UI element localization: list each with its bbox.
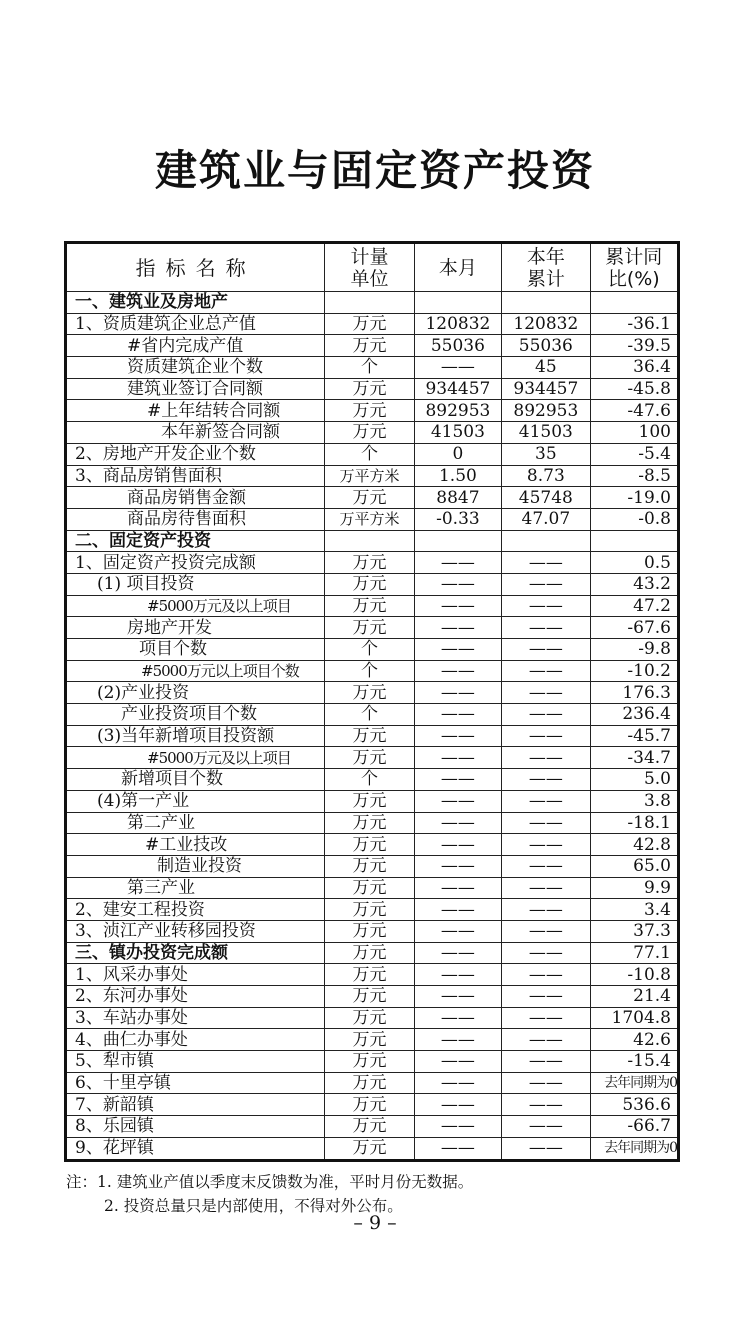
table-row xyxy=(66,508,679,530)
cell-month-value: —— xyxy=(414,877,501,899)
cell-month-value: —— xyxy=(414,964,501,986)
cell-cumulative-value: 120832 xyxy=(502,313,590,335)
table-row xyxy=(66,292,679,314)
cell-indicator-name: 建筑业签订合同额 xyxy=(66,378,325,400)
cell-month-value: —— xyxy=(414,1051,501,1073)
cell-month-value: 120832 xyxy=(414,313,501,335)
cell-month-value: —— xyxy=(414,639,501,661)
cell-yoy-value: 47.2 xyxy=(590,595,678,617)
cell-yoy-value: -45.8 xyxy=(590,378,678,400)
cell-indicator-name: 3、车站办事处 xyxy=(66,1007,325,1029)
cell-cumulative-value: —— xyxy=(502,617,590,639)
header-yoy: 累计同 比(%) xyxy=(590,243,678,292)
cell-cumulative-value: —— xyxy=(502,1072,590,1094)
cell-month-value: —— xyxy=(414,682,501,704)
cell-month-value: —— xyxy=(414,725,501,747)
cell-cumulative-value: 45748 xyxy=(502,487,590,509)
cell-yoy-value: 100 xyxy=(590,422,678,444)
cell-month-value: —— xyxy=(414,855,501,877)
cell-yoy-value: 236.4 xyxy=(590,704,678,726)
cell-month-value: 41503 xyxy=(414,422,501,444)
cell-month-value: —— xyxy=(414,552,501,574)
cell-yoy-value: -10.8 xyxy=(590,964,678,986)
cell-indicator-name: 1、资质建筑企业总产值 xyxy=(66,313,325,335)
cell-month-value: 55036 xyxy=(414,335,501,357)
cell-cumulative-value: —— xyxy=(502,682,590,704)
header-month: 本月 xyxy=(414,243,501,292)
cell-month-value: —— xyxy=(414,812,501,834)
table-row xyxy=(66,964,679,986)
cell-cumulative-value: —— xyxy=(502,573,590,595)
cell-yoy-value: -36.1 xyxy=(590,313,678,335)
table-header-row xyxy=(66,243,679,292)
cell-indicator-name: 第二产业 xyxy=(66,812,325,834)
cell-unit: 万元 xyxy=(325,1137,414,1160)
cell-yoy-value: -19.0 xyxy=(590,487,678,509)
cell-yoy-value: -45.7 xyxy=(590,725,678,747)
cell-cumulative-value: —— xyxy=(502,790,590,812)
table-row xyxy=(66,487,679,509)
table-row xyxy=(66,443,679,465)
cell-indicator-name: 3、商品房销售面积 xyxy=(66,465,325,487)
header-cumulative: 本年 累计 xyxy=(502,243,590,292)
cell-indicator-name: 资质建筑企业个数 xyxy=(66,357,325,379)
cell-cumulative-value: —— xyxy=(502,725,590,747)
cell-month-value: —— xyxy=(414,790,501,812)
cell-month-value: —— xyxy=(414,769,501,791)
cell-unit: 万元 xyxy=(325,335,414,357)
cell-indicator-name: 产业投资项目个数 xyxy=(66,704,325,726)
cell-indicator-name: (2)产业投资 xyxy=(66,682,325,704)
cell-indicator-name: 6、十里亭镇 xyxy=(66,1072,325,1094)
cell-unit: 万元 xyxy=(325,595,414,617)
cell-unit: 个 xyxy=(325,660,414,682)
cell-month-value: —— xyxy=(414,1072,501,1094)
cell-month-value: —— xyxy=(414,660,501,682)
cell-unit: 万元 xyxy=(325,790,414,812)
cell-yoy-value: 37.3 xyxy=(590,920,678,942)
table-row xyxy=(66,1116,679,1138)
cell-unit: 万元 xyxy=(325,812,414,834)
cell-month-value: -0.33 xyxy=(414,508,501,530)
cell-month-value: —— xyxy=(414,357,501,379)
table-row xyxy=(66,855,679,877)
cell-yoy-value: 42.8 xyxy=(590,834,678,856)
cell-yoy-value: 9.9 xyxy=(590,877,678,899)
footnote-2: 2. 投资总量只是内部使用，不得对外公布。 xyxy=(104,1197,403,1215)
cell-indicator-name: 三、镇办投资完成额 xyxy=(66,942,325,964)
cell-yoy-value: -9.8 xyxy=(590,639,678,661)
cell-cumulative-value: —— xyxy=(502,986,590,1008)
cell-cumulative-value: 35 xyxy=(502,443,590,465)
cell-unit: 万平方米 xyxy=(325,465,414,487)
cell-indicator-name: 8、乐园镇 xyxy=(66,1116,325,1138)
cell-yoy-value: -39.5 xyxy=(590,335,678,357)
cell-cumulative-value: —— xyxy=(502,1116,590,1138)
cell-indicator-name: 一、建筑业及房地产 xyxy=(66,292,325,314)
table-row xyxy=(66,1137,679,1160)
cell-yoy-value xyxy=(590,292,678,314)
cell-unit: 个 xyxy=(325,704,414,726)
cell-cumulative-value xyxy=(502,530,590,552)
cell-cumulative-value: 892953 xyxy=(502,400,590,422)
cell-month-value xyxy=(414,530,501,552)
cell-cumulative-value: —— xyxy=(502,704,590,726)
table-row xyxy=(66,834,679,856)
table-row xyxy=(66,1029,679,1051)
table-row xyxy=(66,530,679,552)
cell-indicator-name: #省内完成产值 xyxy=(66,335,325,357)
cell-cumulative-value: —— xyxy=(502,855,590,877)
cell-unit: 万元 xyxy=(325,899,414,921)
table-row xyxy=(66,313,679,335)
cell-yoy-value: 1704.8 xyxy=(590,1007,678,1029)
cell-cumulative-value: —— xyxy=(502,1137,590,1160)
cell-yoy-value: -34.7 xyxy=(590,747,678,769)
cell-yoy-value: -8.5 xyxy=(590,465,678,487)
table-row xyxy=(66,378,679,400)
cell-month-value: —— xyxy=(414,1029,501,1051)
cell-indicator-name: 项目个数 xyxy=(66,639,325,661)
cell-yoy-value: 65.0 xyxy=(590,855,678,877)
cell-indicator-name: 5、犁市镇 xyxy=(66,1051,325,1073)
table-row xyxy=(66,920,679,942)
cell-cumulative-value: —— xyxy=(502,639,590,661)
cell-yoy-value: 去年同期为0 xyxy=(590,1072,678,1094)
cell-unit: 万元 xyxy=(325,487,414,509)
cell-yoy-value: -15.4 xyxy=(590,1051,678,1073)
cell-indicator-name: 商品房待售面积 xyxy=(66,508,325,530)
cell-month-value: 1.50 xyxy=(414,465,501,487)
cell-cumulative-value: —— xyxy=(502,1029,590,1051)
table-row xyxy=(66,725,679,747)
table-row xyxy=(66,704,679,726)
cell-month-value: —— xyxy=(414,942,501,964)
table-row xyxy=(66,595,679,617)
cell-cumulative-value: 8.73 xyxy=(502,465,590,487)
cell-unit xyxy=(325,530,414,552)
cell-unit: 万元 xyxy=(325,552,414,574)
cell-indicator-name: 4、曲仁办事处 xyxy=(66,1029,325,1051)
cell-indicator-name: #工业技改 xyxy=(66,834,325,856)
cell-yoy-value: -18.1 xyxy=(590,812,678,834)
table-row xyxy=(66,986,679,1008)
cell-unit: 万元 xyxy=(325,1007,414,1029)
table-row xyxy=(66,682,679,704)
table-body xyxy=(66,292,679,1161)
cell-cumulative-value: —— xyxy=(502,812,590,834)
cell-yoy-value: -0.8 xyxy=(590,508,678,530)
cell-cumulative-value: —— xyxy=(502,920,590,942)
cell-cumulative-value: —— xyxy=(502,660,590,682)
cell-unit: 万元 xyxy=(325,725,414,747)
cell-cumulative-value: —— xyxy=(502,877,590,899)
table-row xyxy=(66,573,679,595)
cell-unit: 万元 xyxy=(325,877,414,899)
cell-month-value: —— xyxy=(414,1007,501,1029)
cell-indicator-name: #上年结转合同额 xyxy=(66,400,325,422)
cell-yoy-value: -47.6 xyxy=(590,400,678,422)
cell-yoy-value: 42.6 xyxy=(590,1029,678,1051)
cell-yoy-value: 77.1 xyxy=(590,942,678,964)
cell-indicator-name: 7、新韶镇 xyxy=(66,1094,325,1116)
cell-unit: 个 xyxy=(325,443,414,465)
cell-unit: 万元 xyxy=(325,1029,414,1051)
cell-yoy-value: -10.2 xyxy=(590,660,678,682)
cell-cumulative-value: —— xyxy=(502,1094,590,1116)
cell-unit xyxy=(325,292,414,314)
cell-cumulative-value: —— xyxy=(502,964,590,986)
cell-cumulative-value xyxy=(502,292,590,314)
cell-cumulative-value: —— xyxy=(502,899,590,921)
cell-indicator-name: (4)第一产业 xyxy=(66,790,325,812)
cell-indicator-name: (3)当年新增项目投资额 xyxy=(66,725,325,747)
cell-month-value: —— xyxy=(414,986,501,1008)
table-row xyxy=(66,552,679,574)
cell-unit: 万元 xyxy=(325,617,414,639)
cell-unit: 万元 xyxy=(325,400,414,422)
cell-indicator-name: 第三产业 xyxy=(66,877,325,899)
cell-cumulative-value: —— xyxy=(502,834,590,856)
cell-yoy-value: 0.5 xyxy=(590,552,678,574)
cell-unit: 个 xyxy=(325,769,414,791)
cell-yoy-value: 5.0 xyxy=(590,769,678,791)
header-unit: 计量 单位 xyxy=(325,243,414,292)
cell-yoy-value xyxy=(590,530,678,552)
cell-indicator-name: 9、花坪镇 xyxy=(66,1137,325,1160)
table-row xyxy=(66,660,679,682)
cell-yoy-value: 3.4 xyxy=(590,899,678,921)
cell-cumulative-value: 47.07 xyxy=(502,508,590,530)
cell-indicator-name: #5000万元以上项目个数 xyxy=(66,660,325,682)
table-row xyxy=(66,1051,679,1073)
cell-month-value xyxy=(414,292,501,314)
cell-unit: 万平方米 xyxy=(325,508,414,530)
cell-month-value: —— xyxy=(414,1094,501,1116)
table-row xyxy=(66,422,679,444)
table-row xyxy=(66,335,679,357)
cell-month-value: 0 xyxy=(414,443,501,465)
cell-unit: 万元 xyxy=(325,942,414,964)
cell-unit: 万元 xyxy=(325,855,414,877)
cell-yoy-value: 176.3 xyxy=(590,682,678,704)
cell-month-value: —— xyxy=(414,747,501,769)
table-row xyxy=(66,1072,679,1094)
cell-unit: 个 xyxy=(325,357,414,379)
cell-unit: 万元 xyxy=(325,682,414,704)
table-row xyxy=(66,942,679,964)
cell-unit: 万元 xyxy=(325,1094,414,1116)
cell-cumulative-value: —— xyxy=(502,1051,590,1073)
cell-indicator-name: 本年新签合同额 xyxy=(66,422,325,444)
cell-unit: 个 xyxy=(325,639,414,661)
cell-indicator-name: 2、建安工程投资 xyxy=(66,899,325,921)
cell-indicator-name: (1) 项目投资 xyxy=(66,573,325,595)
page-title: 建筑业与固定资产投资 xyxy=(154,146,595,195)
cell-month-value: —— xyxy=(414,617,501,639)
cell-cumulative-value: —— xyxy=(502,1007,590,1029)
cell-yoy-value: 36.4 xyxy=(590,357,678,379)
cell-unit: 万元 xyxy=(325,1116,414,1138)
cell-indicator-name: #5000万元及以上项目 xyxy=(66,747,325,769)
cell-unit: 万元 xyxy=(325,573,414,595)
cell-cumulative-value: 55036 xyxy=(502,335,590,357)
table-row xyxy=(66,357,679,379)
table-row xyxy=(66,400,679,422)
cell-unit: 万元 xyxy=(325,920,414,942)
table-row xyxy=(66,1094,679,1116)
cell-yoy-value: 21.4 xyxy=(590,986,678,1008)
cell-cumulative-value: 45 xyxy=(502,357,590,379)
cell-unit: 万元 xyxy=(325,986,414,1008)
cell-yoy-value: 536.6 xyxy=(590,1094,678,1116)
cell-cumulative-value: —— xyxy=(502,769,590,791)
cell-month-value: 8847 xyxy=(414,487,501,509)
cell-yoy-value: -66.7 xyxy=(590,1116,678,1138)
cell-indicator-name: 1、风采办事处 xyxy=(66,964,325,986)
cell-month-value: —— xyxy=(414,573,501,595)
cell-month-value: —— xyxy=(414,920,501,942)
table-row xyxy=(66,617,679,639)
cell-indicator-name: 制造业投资 xyxy=(66,855,325,877)
cell-indicator-name: 二、固定资产投资 xyxy=(66,530,325,552)
cell-indicator-name: 商品房销售金额 xyxy=(66,487,325,509)
table-row xyxy=(66,465,679,487)
cell-unit: 万元 xyxy=(325,747,414,769)
cell-month-value: 892953 xyxy=(414,400,501,422)
cell-indicator-name: 2、房地产开发企业个数 xyxy=(66,443,325,465)
cell-cumulative-value: 41503 xyxy=(502,422,590,444)
cell-month-value: —— xyxy=(414,899,501,921)
table-row xyxy=(66,769,679,791)
page-number: – 9 – xyxy=(353,1212,397,1234)
cell-unit: 万元 xyxy=(325,964,414,986)
cell-month-value: —— xyxy=(414,704,501,726)
cell-cumulative-value: —— xyxy=(502,552,590,574)
cell-cumulative-value: —— xyxy=(502,747,590,769)
cell-unit: 万元 xyxy=(325,378,414,400)
table-row xyxy=(66,790,679,812)
cell-cumulative-value: 934457 xyxy=(502,378,590,400)
header-indicator-name: 指标名称 xyxy=(66,243,325,292)
cell-month-value: —— xyxy=(414,1137,501,1160)
cell-unit: 万元 xyxy=(325,422,414,444)
cell-unit: 万元 xyxy=(325,1072,414,1094)
cell-unit: 万元 xyxy=(325,1051,414,1073)
cell-cumulative-value: —— xyxy=(502,942,590,964)
statistics-table xyxy=(64,241,680,1162)
cell-indicator-name: #5000万元及以上项目 xyxy=(66,595,325,617)
cell-month-value: —— xyxy=(414,834,501,856)
table-row xyxy=(66,747,679,769)
cell-indicator-name: 2、东河办事处 xyxy=(66,986,325,1008)
cell-indicator-name: 房地产开发 xyxy=(66,617,325,639)
cell-month-value: —— xyxy=(414,595,501,617)
table-row xyxy=(66,899,679,921)
table-row xyxy=(66,812,679,834)
cell-yoy-value: -5.4 xyxy=(590,443,678,465)
footnote-1: 注：1. 建筑业产值以季度末反馈数为准，平时月份无数据。 xyxy=(66,1173,474,1191)
cell-yoy-value: 去年同期为0 xyxy=(590,1137,678,1160)
cell-month-value: —— xyxy=(414,1116,501,1138)
cell-month-value: 934457 xyxy=(414,378,501,400)
cell-indicator-name: 1、固定资产投资完成额 xyxy=(66,552,325,574)
cell-cumulative-value: —— xyxy=(502,595,590,617)
footnotes xyxy=(66,1170,473,1218)
table-row xyxy=(66,877,679,899)
cell-unit: 万元 xyxy=(325,834,414,856)
table-row xyxy=(66,1007,679,1029)
cell-unit: 万元 xyxy=(325,313,414,335)
cell-indicator-name: 新增项目个数 xyxy=(66,769,325,791)
cell-yoy-value: -67.6 xyxy=(590,617,678,639)
cell-indicator-name: 3、浈江产业转移园投资 xyxy=(66,920,325,942)
cell-yoy-value: 3.8 xyxy=(590,790,678,812)
cell-yoy-value: 43.2 xyxy=(590,573,678,595)
table-row xyxy=(66,639,679,661)
